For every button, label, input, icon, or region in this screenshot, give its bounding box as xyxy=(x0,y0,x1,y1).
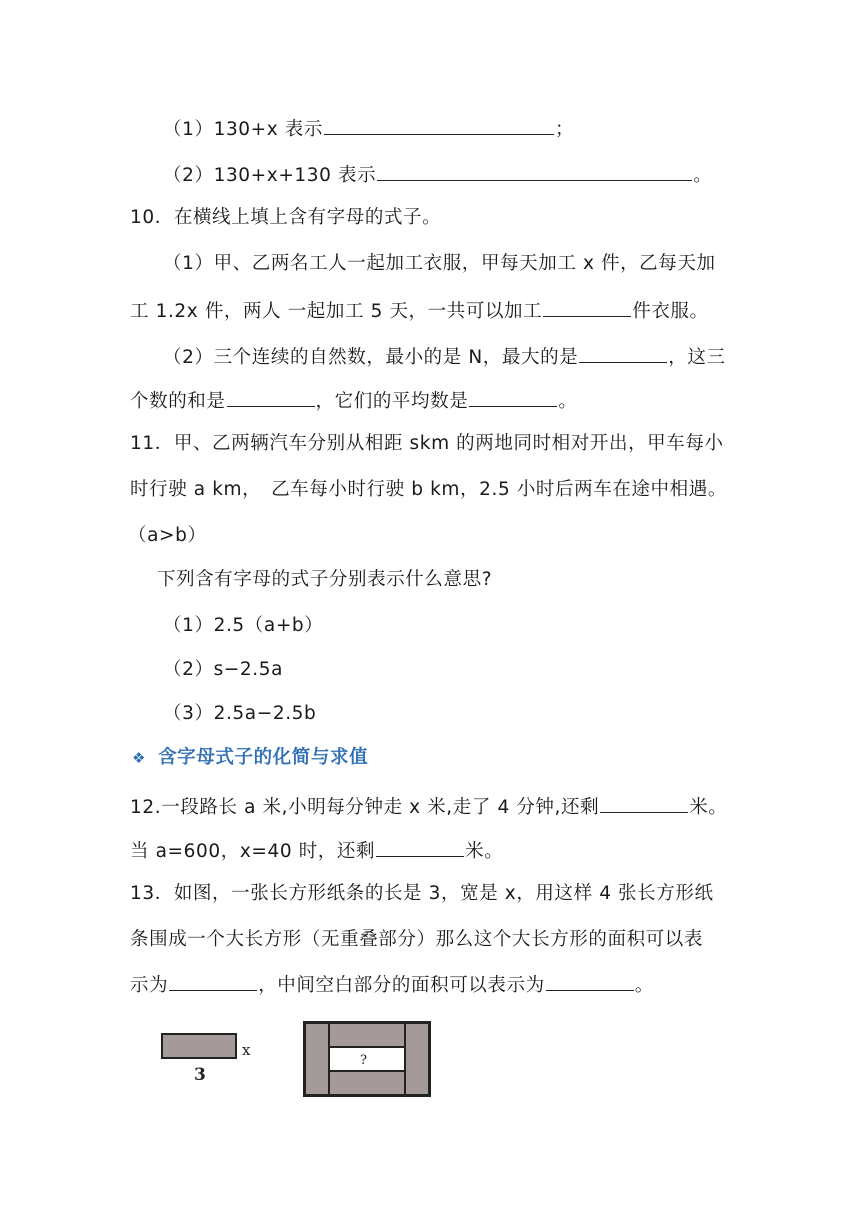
text: 。 xyxy=(634,975,654,996)
text: （1）2.5（a+b） xyxy=(163,615,324,636)
q10-part1-line2 xyxy=(130,296,730,326)
answer-blank[interactable] xyxy=(543,296,631,317)
q12-line1 xyxy=(130,792,730,822)
answer-blank[interactable] xyxy=(546,970,634,991)
q9-part2 xyxy=(163,160,730,190)
text: 条围成一个大长方形（无重叠部分）那么这个大长方形的面积可以表 xyxy=(130,929,704,950)
text: （1）130+x 表示 xyxy=(163,119,324,140)
text: 12.一段路长 a 米,小明每分钟走 x 米,走了 4 分钟,还剩 xyxy=(130,797,600,818)
q13-line2 xyxy=(130,926,730,954)
text: （3）2.5a−2.5b xyxy=(163,703,317,724)
text: （1）甲、乙两名工人一起加工衣服，甲每天加工 x 件，乙每天加 xyxy=(163,253,716,274)
answer-blank[interactable] xyxy=(469,386,557,407)
q10-part2-line2 xyxy=(130,386,730,416)
section-heading xyxy=(132,744,368,772)
text: ，这三 xyxy=(668,347,726,368)
text: （2）三个连续的自然数，最小的是 N，最大的是 xyxy=(163,347,579,368)
text: （2）s−2.5a xyxy=(163,659,284,680)
rectangle-figure xyxy=(150,1014,450,1104)
answer-blank[interactable] xyxy=(169,970,257,991)
text: 个数的和是 xyxy=(130,391,226,412)
text: （2）130+x+130 表示 xyxy=(163,165,377,186)
bottom-strip xyxy=(329,1071,405,1095)
q10-title xyxy=(130,204,730,232)
q11-part2 xyxy=(163,656,730,684)
q11-line1 xyxy=(130,430,730,458)
text: 10．在横线上填上含有字母的式子。 xyxy=(130,207,442,228)
text: 当 a=600，x=40 时，还剩 xyxy=(130,841,376,862)
text: 下列含有字母的式子分别表示什么意思? xyxy=(157,569,493,590)
text: 米。 xyxy=(465,841,504,862)
text: 时行驶 a km， 乙车每小时行驶 b km，2.5 小时后两车在途中相遇。 xyxy=(130,479,727,500)
diamond-bullet-icon: ❖ xyxy=(132,749,147,767)
q10-part2-line1 xyxy=(163,342,730,372)
left-strip xyxy=(305,1023,329,1095)
answer-blank[interactable] xyxy=(376,836,464,857)
text: 11．甲、乙两辆汽车分别从相距 skm 的两地同时相对开出，甲车每小 xyxy=(130,433,724,454)
text: ，它们的平均数是 xyxy=(315,391,469,412)
top-strip xyxy=(329,1023,405,1047)
q11-prompt xyxy=(157,566,730,594)
text: 米。 xyxy=(689,797,728,818)
q11-line3 xyxy=(128,522,730,550)
q13-line3 xyxy=(130,970,730,1000)
text: （a>b） xyxy=(128,525,207,546)
section-title: 含字母式子的化简与求值 xyxy=(158,747,369,768)
text: 示为 xyxy=(130,975,169,996)
answer-blank[interactable] xyxy=(377,160,692,181)
q9-part1 xyxy=(163,114,730,144)
center-question-label: ? xyxy=(360,1053,367,1068)
q12-line2 xyxy=(130,836,730,866)
text: 13．如图，一张长方形纸条的长是 3，宽是 x，用这样 4 张长方形纸 xyxy=(130,883,714,904)
q11-part1 xyxy=(163,612,730,640)
q11-part3 xyxy=(163,700,730,728)
text: 。 xyxy=(693,165,713,186)
answer-blank[interactable] xyxy=(600,792,688,813)
q13-line1 xyxy=(130,880,730,908)
strip-length-label: 3 xyxy=(194,1065,206,1085)
text: 件衣服。 xyxy=(632,301,709,322)
text: 工 1.2x 件，两人 一起加工 5 天，一共可以加工 xyxy=(130,301,543,322)
strip-width-label: x xyxy=(242,1041,251,1059)
q10-part1-line1 xyxy=(163,250,730,278)
q11-line2 xyxy=(130,476,730,504)
text: 。 xyxy=(558,391,578,412)
answer-blank[interactable] xyxy=(579,342,667,363)
answer-blank[interactable] xyxy=(227,386,315,407)
text: ，中间空白部分的面积可以表示为 xyxy=(258,975,545,996)
right-strip xyxy=(405,1023,429,1095)
answer-blank[interactable] xyxy=(324,114,554,135)
text: ； xyxy=(555,119,575,140)
paper-strip xyxy=(162,1034,236,1058)
